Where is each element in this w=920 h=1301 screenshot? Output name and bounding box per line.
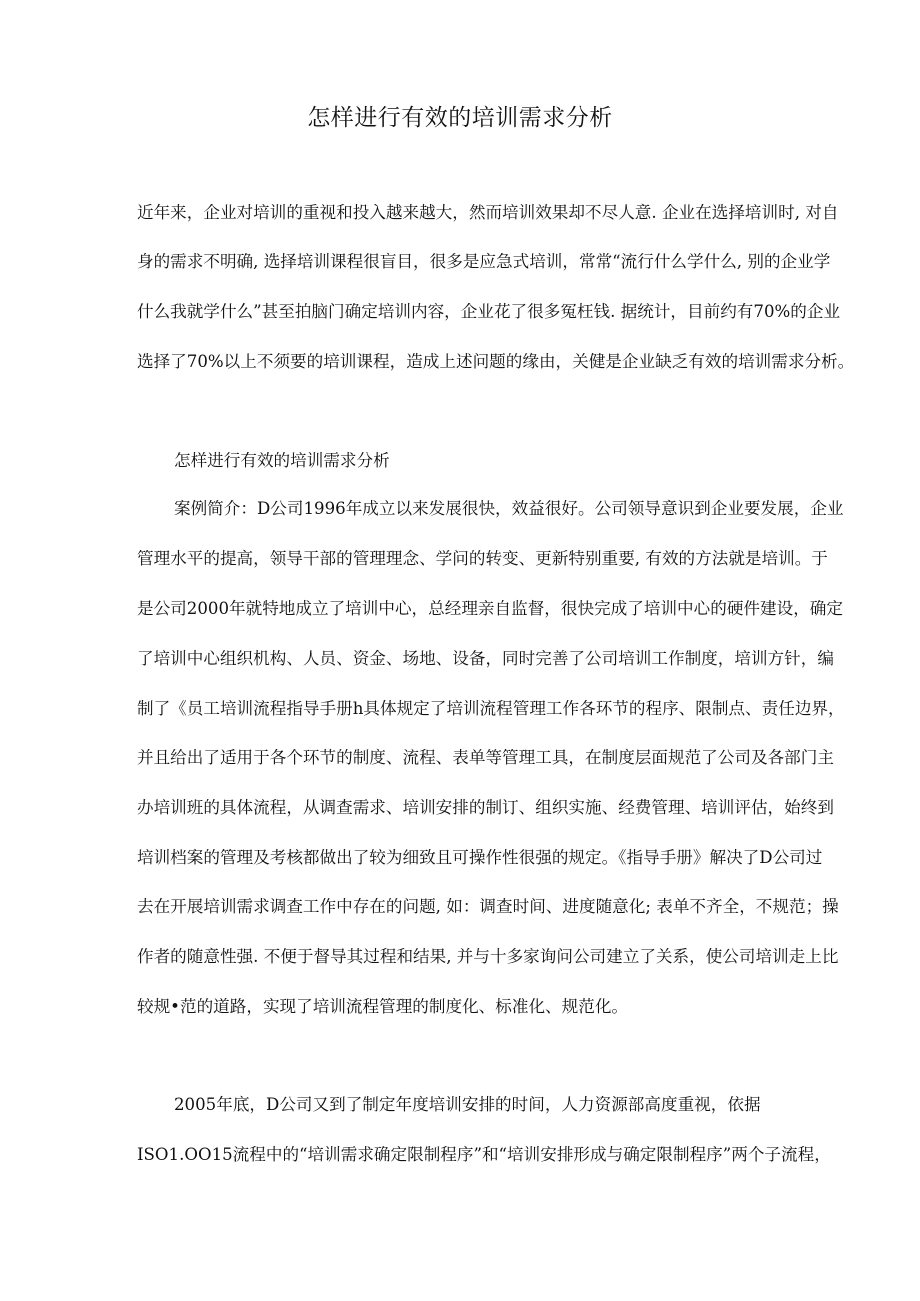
case-line-8: 培训档案的管理及考核都做出了较为细致且可操作性很强的规定。《指导手册》解决了D公司过 (137, 848, 823, 867)
intro-line-1: 近年来，企业对培训的重视和投入越来越大，然而培训效果却不尽人意. 企业在选择培训时, 对自 (137, 203, 839, 222)
document-title: 怎样进行有效的培训需求分析 (307, 105, 613, 131)
case-line-6: 并且给出了适用于各个环节的制度、流程、表单等管理工具，在制度层面规范了公司及各部门主 (137, 748, 834, 767)
intro-line-2: 身的需求不明确, 选择培训课程很盲目，很多是应急式培训，常常“流行什么学什么, 别的企业学 (137, 252, 831, 271)
case-line-5: 制了《员工培训流程指导手册h具体规定了培训流程管理工作各环节的程序、限制点、责任边界， (137, 699, 845, 718)
case-line-10: 作者的随意性强. 不便于督导其过程和结果, 并与十多家询问公司建立了关系，使公司培训走上比 (137, 947, 839, 966)
case-line-2: 管理水平的提高，领导干部的管理理念、学问的转变、更新特别重要, 有效的方法就是培训。于 (137, 549, 828, 568)
case-line-3: 是公司2000年就特地成立了培训中心，总经理亲自监督，很快完成了培训中心的硬件建设，确定 (137, 599, 843, 618)
case-line-11: 较规•范的道路，实现了培训流程管理的制度化、标准化、规范化。 (137, 997, 629, 1016)
intro-line-3: 什么我就学什么”甚至拍脑门确定培训内容，企业花了很多冤枉钱. 据统计，目前约有70%的企业 (137, 302, 841, 321)
case-line-7: 办培训班的具体流程，从调查需求、培训安排的制订、组织实施、经费管理、培训评估，始终到 (137, 798, 834, 817)
final-line-1: 2005年底，D公司又到了制定年度培训安排的时间，人力资源部高度重视，依据 (174, 1095, 761, 1114)
case-line-9: 去在开展培训需求调查工作中存在的问题, 如：调查时间、进度随意化; 表单不齐全，不规范；操 (137, 897, 839, 916)
section-heading: 怎样进行有效的培训需求分析 (174, 451, 390, 470)
case-line-4: 了培训中心组织机构、人员、资金、场地、设备，同时完善了公司培训工作制度，培训方针，编 (137, 649, 834, 668)
case-line-1: 案例简介：D公司1996年成立以来发展很快，效益很好。公司领导意识到企业要发展，企业 (174, 499, 844, 518)
intro-line-4: 选择了70%以上不须要的培训课程，造成上述问题的缘由，关健是企业缺乏有效的培训需求分析。 (137, 352, 855, 371)
final-line-2: ISO1.OO15流程中的“培训需求确定限制程序”和“培训安排形成与确定限制程序”两个子流程， (137, 1145, 831, 1164)
